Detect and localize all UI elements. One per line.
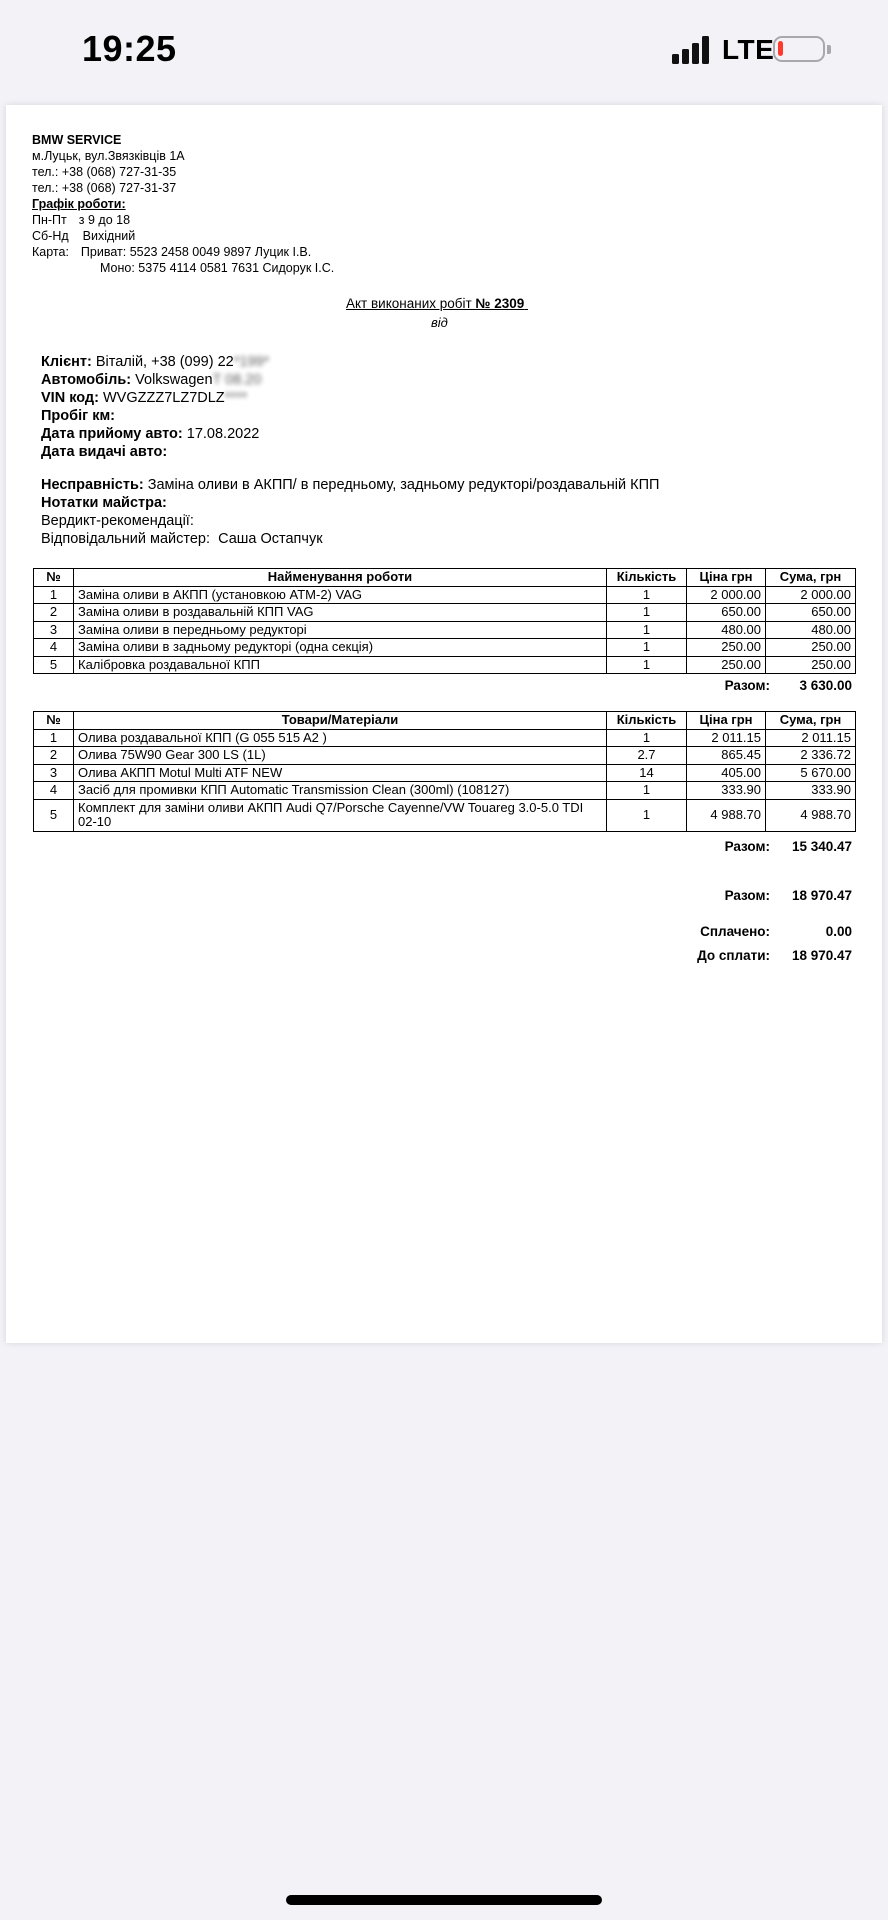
col-header: Сума, грн bbox=[766, 712, 856, 730]
vin-line: VIN код: WVGZZZ7LZ7DLZ**** bbox=[41, 390, 248, 406]
table-row: 1 Олива роздавальної КПП (G 055 515 A2 ) 1 2 011.15 2 011.15 bbox=[34, 729, 856, 747]
materials-total-label: Разом: bbox=[724, 839, 770, 854]
company-phone-2: тел.: +38 (068) 727-31-37 bbox=[32, 181, 177, 195]
due-label: До сплати: bbox=[697, 948, 770, 963]
table-row: 5 Калібровка роздавальної КПП 1 250.00 250.00 bbox=[34, 656, 856, 674]
redacted-blur: *199* bbox=[233, 354, 270, 370]
fault-line: Несправність: Заміна оливи в АКПП/ в передньому, задньому редукторі/роздавальній КПП bbox=[41, 477, 660, 493]
works-total-value: 3 630.00 bbox=[799, 678, 852, 693]
col-header: № bbox=[34, 569, 74, 587]
notes-line: Нотатки майстра: bbox=[41, 495, 167, 511]
document-page[interactable] bbox=[6, 105, 882, 1343]
grand-total-value: 18 970.47 bbox=[791, 888, 852, 903]
schedule-weekdays: Пн-Пт з 9 до 18 bbox=[32, 213, 131, 227]
works-table bbox=[33, 568, 856, 674]
table-header-row bbox=[34, 569, 856, 587]
battery-icon bbox=[773, 36, 825, 62]
col-header: Товари/Матеріали bbox=[74, 712, 607, 730]
client-line: Клієнт: Віталій, +38 (099) 22*199* bbox=[41, 354, 270, 370]
table-row: 3 Заміна оливи в передньому редукторі 1 480.00 480.00 bbox=[34, 621, 856, 639]
mileage-line: Пробіг км: bbox=[41, 408, 116, 424]
card-mono: Моно: 5375 4114 0581 7631 Сидорук І.С. bbox=[100, 261, 335, 275]
redacted-blur: **** bbox=[224, 390, 248, 406]
col-header: Ціна грн bbox=[687, 569, 766, 587]
verdict-line: Вердикт-рекомендації: bbox=[41, 513, 194, 529]
status-time: 19:25 bbox=[82, 28, 177, 69]
company-phone-1: тел.: +38 (068) 727-31-35 bbox=[32, 165, 177, 179]
table-row: 3 Олива АКПП Motul Multi ATF NEW 14 405.00 5 670.00 bbox=[34, 764, 856, 782]
master-line: Відповідальний майстер: Саша Остапчук bbox=[41, 531, 323, 547]
materials-total-value: 15 340.47 bbox=[791, 839, 852, 854]
company-address: м.Луцьк, вул.Звязківців 1А bbox=[32, 149, 185, 163]
table-row: 4 Заміна оливи в задньому редукторі (одна секція) 1 250.00 250.00 bbox=[34, 639, 856, 657]
works-total-label: Разом: bbox=[724, 678, 770, 693]
act-title: Акт виконаних робіт № 2309 bbox=[346, 296, 525, 311]
col-header: № bbox=[34, 712, 74, 730]
schedule-weekend: Сб-Нд Вихідний bbox=[32, 229, 136, 243]
status-bar bbox=[0, 0, 888, 100]
col-header: Кількість bbox=[607, 569, 687, 587]
col-header: Ціна грн bbox=[687, 712, 766, 730]
col-header: Кількість bbox=[607, 712, 687, 730]
issue-date-line: Дата видачі авто: bbox=[41, 444, 168, 460]
act-date-label: від bbox=[431, 315, 448, 330]
table-row: 2 Заміна оливи в роздавальній КПП VAG 1 650.00 650.00 bbox=[34, 604, 856, 622]
col-header: Найменування роботи bbox=[74, 569, 607, 587]
network-type: LTE bbox=[722, 34, 775, 65]
car-line: Автомобіль: VolkswagenT 08.20 bbox=[41, 372, 262, 388]
home-indicator[interactable] bbox=[286, 1895, 602, 1905]
cellular-signal-icon bbox=[672, 36, 712, 64]
paid-value: 0.00 bbox=[825, 924, 852, 939]
accept-date-line: Дата прийому авто: 17.08.2022 bbox=[41, 426, 260, 442]
battery-level-fill bbox=[778, 41, 783, 56]
redacted-blur: T 08.20 bbox=[212, 372, 262, 388]
schedule-label: Графік роботи: bbox=[32, 197, 126, 211]
table-row: 1 Заміна оливи в АКПП (установкою ATM-2) VAG 1 2 000.00 2 000.00 bbox=[34, 586, 856, 604]
col-header: Сума, грн bbox=[766, 569, 856, 587]
table-row: 5 Комплект для заміни оливи АКПП Audi Q7/Porsche Cayenne/VW Touareg 3.0-5.0 TDI 02-10 1 4 988.70 4 988.70 bbox=[34, 799, 856, 831]
company-name: BMW SERVICE bbox=[32, 133, 122, 147]
card-privat: Карта: Приват: 5523 2458 0049 9897 Луцик І.В. bbox=[32, 245, 312, 259]
due-value: 18 970.47 bbox=[791, 948, 852, 963]
table-header-row bbox=[34, 712, 856, 730]
table-row: 4 Засіб для промивки КПП Automatic Transmission Clean (300ml) (108127) 1 333.90 333.90 bbox=[34, 782, 856, 800]
paid-label: Сплачено: bbox=[700, 924, 770, 939]
materials-table bbox=[33, 711, 856, 832]
table-row: 2 Олива 75W90 Gear 300 LS (1L) 2.7 865.45 2 336.72 bbox=[34, 747, 856, 765]
grand-total-label: Разом: bbox=[724, 888, 770, 903]
